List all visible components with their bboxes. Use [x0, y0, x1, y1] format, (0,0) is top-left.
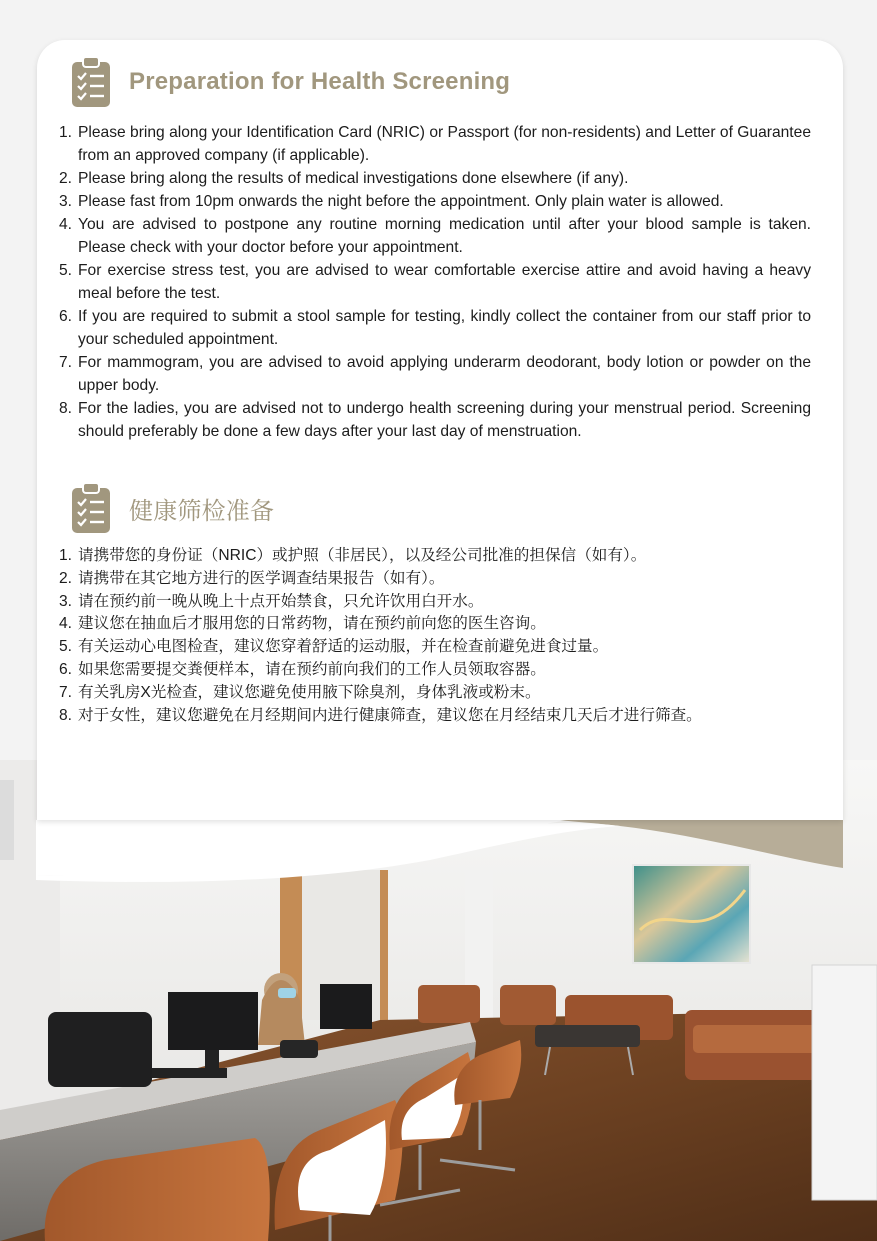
- list-item: 5. For exercise stress test, you are advised to wear comfortable exercise attire and avoid having a heavy meal before the test.: [59, 262, 811, 302]
- list-item: 1. 请携带您的身份证（NRIC）或护照（非居民），以及经公司批准的担保信（如有）。: [59, 547, 647, 564]
- english-instruction-list: [59, 121, 811, 443]
- list-item: 5. 有关运动心电图检查，建议您穿着舒适的运动服，并在检查前避免进食过量。: [59, 638, 609, 656]
- list-item: 4. 建议您在抽血后才服用您的日常药物，请在预约前向您的医生咨询。: [59, 615, 546, 633]
- list-item: 7. 有关乳房X光检查，建议您避免使用腋下除臭剂，身体乳液或粉末。: [59, 683, 541, 701]
- list-item: 2. 请携带在其它地方进行的医学调查结果报告（如有）。: [59, 569, 445, 587]
- list-item: 8. For the ladies, you are advised not to undergo health screening during your menstrual period. Screening should preferably be done a few days after your last day of menstruation.: [59, 400, 811, 440]
- chinese-instruction-list: [59, 545, 819, 727]
- checklist-clipboard-icon: [71, 482, 111, 534]
- english-section-header: [71, 56, 510, 108]
- list-item: 6. 如果您需要提交粪便样本，请在预约前向我们的工作人员领取容器。: [59, 660, 546, 678]
- list-item: 2. Please bring along the results of medical investigations done elsewhere (if any).: [59, 170, 629, 187]
- checklist-clipboard-icon: [71, 56, 111, 108]
- chinese-section-header: [71, 482, 274, 534]
- list-item: 3. Please fast from 10pm onwards the night before the appointment. Only plain water is allowed.: [59, 193, 724, 210]
- chinese-section-title: 健康筛检准备: [129, 497, 275, 525]
- list-item: 7. For mammogram, you are advised to avoid applying underarm deodorant, body lotion or powder on the upper body.: [59, 354, 811, 394]
- english-section-title: Preparation for Health Screening: [129, 68, 511, 95]
- list-item: 8. 对于女性，建议您避免在月经期间内进行健康筛查，建议您在月经结束几天后才进行筛查。: [59, 706, 702, 724]
- list-item: 1. Please bring along your Identification Card (NRIC) or Passport (for non-residents) and Letter of Guarantee from an approved company (if applicable).: [59, 124, 811, 164]
- list-item: 3. 请在预约前一晚从晚上十点开始禁食，只允许饮用白开水。: [59, 592, 484, 610]
- list-item: 4. You are advised to postpone any routine morning medication until after your blood sample is taken. Please check with your doctor before your appointment.: [59, 216, 811, 256]
- screening-preparation-card: [37, 40, 843, 820]
- list-item: 6. If you are required to submit a stool sample for testing, kindly collect the container from our staff prior to your scheduled appointment.: [59, 308, 811, 348]
